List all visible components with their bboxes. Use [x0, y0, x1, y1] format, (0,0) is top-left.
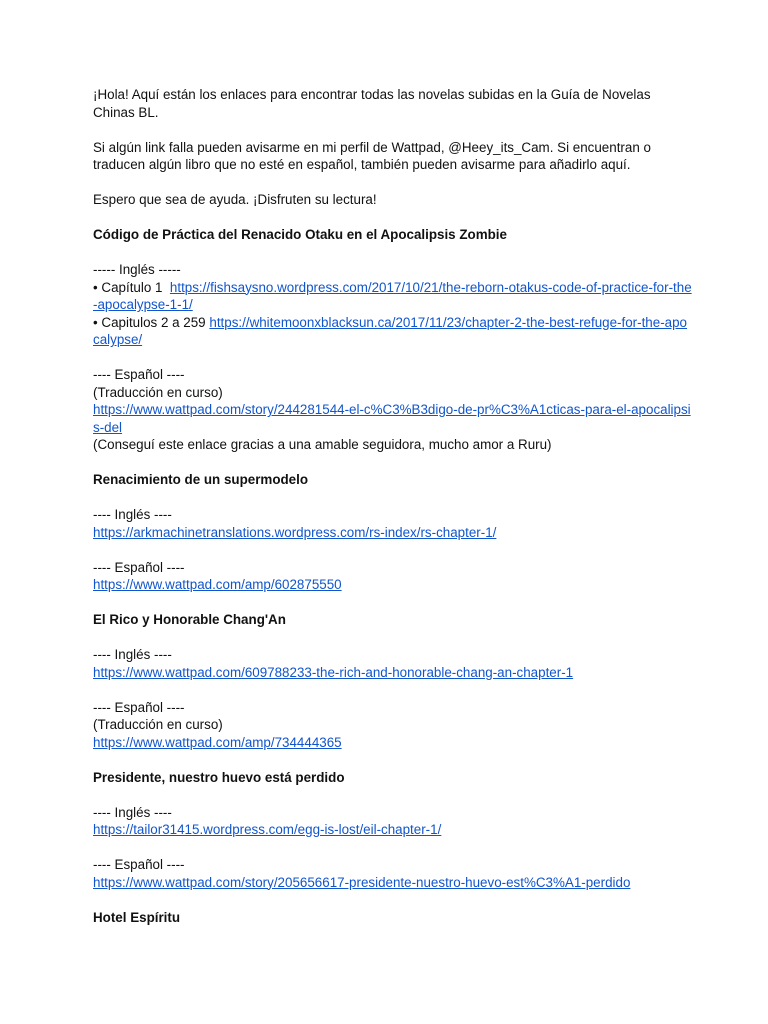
novel-title: Hotel Espíritu — [93, 909, 181, 925]
spanish-link[interactable]: https://www.wattpad.com/amp/734444365 — [93, 734, 342, 750]
novel-title: El Rico y Honorable Chang'An — [93, 612, 286, 627]
chapter-entry — [93, 314, 693, 349]
translation-status: (Traducción en curso) — [93, 384, 223, 400]
intro-paragraph: Si algún link falla pueden avisarme en mi perfil de Wattpad, @Heey_its_Cam. Si encuentran o traducen algún libro que no esté en español, también pueden avisarme para añadirlo aquí. — [93, 139, 651, 172]
note-text: (Conseguí este enlace gracias a una amable seguidora, mucho amor a Ruru) — [93, 437, 552, 452]
section-header-spanish: ---- Español ---- — [93, 857, 185, 872]
intro-paragraph: ¡Hola! Aquí están los enlaces para encontrar todas las novelas subidas en la Guía de Novelas Chinas BL. — [93, 87, 651, 120]
section-header-english: ----- Inglés ----- — [93, 262, 181, 277]
section-header-spanish: ---- Español ---- — [93, 559, 185, 575]
novel-title: Código de Práctica del Renacido Otaku en el Apocalipsis Zombie — [93, 227, 507, 242]
spanish-link[interactable]: https://www.wattpad.com/amp/602875550 — [93, 577, 342, 592]
chapter-entry — [93, 279, 693, 314]
english-link[interactable]: https://arkmachinetranslations.wordpress.com/rs-index/rs-chapter-1/ — [93, 524, 497, 540]
section-header-english: ---- Inglés ---- — [93, 804, 172, 820]
novel-title: Presidente, nuestro huevo está perdido — [93, 769, 345, 785]
chapter-label: • Capítulo 1 — [93, 279, 163, 295]
section-header-english: ---- Inglés ---- — [93, 647, 172, 662]
document-page — [93, 86, 693, 926]
section-header-spanish: ---- Español ---- — [93, 367, 185, 382]
spanish-link[interactable]: https://www.wattpad.com/story/244281544-el-c%C3%B3digo-de-pr%C3%A1cticas-para-el-apocalipsis-del — [93, 402, 691, 435]
section-header-english: ---- Inglés ---- — [93, 507, 172, 522]
chapter-link[interactable]: https://fishsaysno.wordpress.com/2017/10/21/the-reborn-otakus-code-of-practice-for-the-apocalypse-1-1/ — [93, 279, 692, 312]
chapter-link[interactable]: https://whitemoonxblacksun.ca/2017/11/23/chapter-2-the-best-refuge-for-the-apocalypse/ — [93, 314, 687, 347]
intro-paragraph: Espero que sea de ayuda. ¡Disfruten su lectura! — [93, 192, 377, 207]
section-header-spanish: ---- Español ---- — [93, 699, 185, 715]
spanish-link[interactable]: https://www.wattpad.com/story/205656617-presidente-nuestro-huevo-est%C3%A1-perdido — [93, 874, 631, 890]
english-link[interactable]: https://www.wattpad.com/609788233-the-rich-and-honorable-chang-an-chapter-1 — [93, 664, 574, 680]
novel-title: Renacimiento de un supermodelo — [93, 472, 309, 487]
english-link[interactable]: https://tailor31415.wordpress.com/egg-is-lost/eil-chapter-1/ — [93, 822, 442, 837]
translation-status: (Traducción en curso) — [93, 717, 223, 732]
chapter-label: • Capitulos 2 a 259 — [93, 314, 206, 330]
